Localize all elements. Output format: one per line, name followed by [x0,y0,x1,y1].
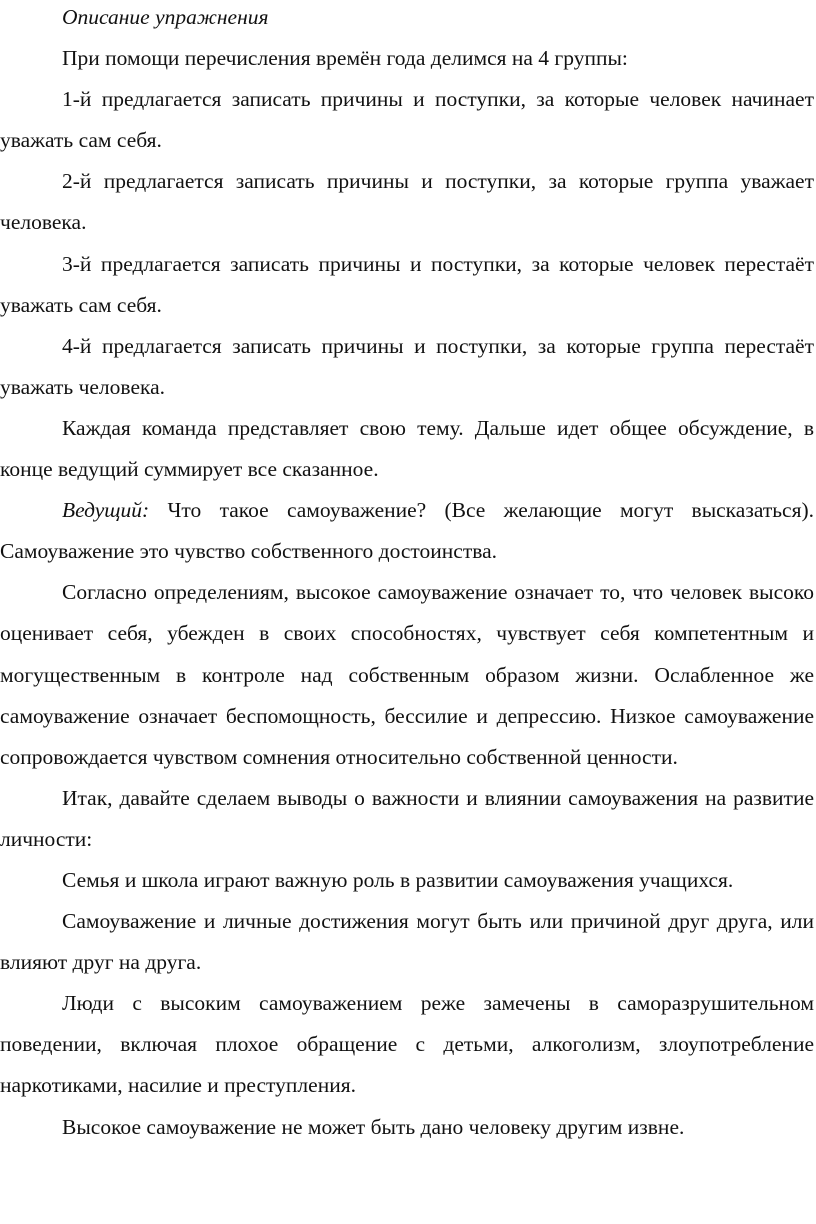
exercise-heading: Описание упражнения [62,5,269,29]
host-question-text: Что такое самоуважение? (Все желающие могут высказаться). Самоуважение это чувство собственного достоинства. [0,498,814,564]
paragraph-behavior: Люди с высоким самоуважением реже замечены в саморазрушительном поведении, включая плохое обращение с детьми, алкоголизм, злоупотребление наркотиками, насилие и преступления. [0,991,814,1098]
paragraph-external: Высокое самоуважение не может быть дано человеку другим извне. [62,1114,685,1139]
paragraph-group-2: 2-й предлагается записать причины и поступки, за которые группа уважает человека. [0,169,814,235]
paragraph-group-4: 4-й предлагается записать причины и поступки, за которые группа перестаёт уважать человека. [0,333,814,399]
paragraph-group-3: 3-й предлагается записать причины и поступки, за которые человек перестаёт уважать сам себя. [0,251,814,317]
paragraph-host-question [0,490,814,572]
paragraph-discussion: Каждая команда представляет свою тему. Дальше идет общее обсуждение, в конце ведущий суммирует все сказанное. [0,415,814,482]
exercise-heading-paragraph [0,0,814,38]
paragraph-group-1: 1-й предлагается записать причины и поступки, за которые человек начинает уважать сам себя. [0,87,814,153]
paragraph-definition: Согласно определениям, высокое самоуважение означает то, что человек высоко оценивает себя, убежден в своих способностях, чувствует себя компетентным и могущественным в контроле над собственным образом жизни. Ослабленное же самоуважение означает беспомощность, бессилие и депрессию. Низкое самоуважение сопровождается чувством сомнения относительно собственной ценности. [0,580,814,769]
paragraph-achievements: Самоуважение и личные достижения могут быть или причиной друг друга, или влияют друг на друга. [0,909,814,975]
host-label: Ведущий: [62,498,150,523]
paragraph-groups-intro: При помощи перечисления времён года делимся на 4 группы: [62,46,628,71]
paragraph-conclusions-intro: Итак, давайте сделаем выводы о важности и влиянии самоуважения на развитие личности: [0,785,814,851]
paragraph-family-school: Семья и школа играют важную роль в развитии самоуважения учащихся. [62,867,734,892]
